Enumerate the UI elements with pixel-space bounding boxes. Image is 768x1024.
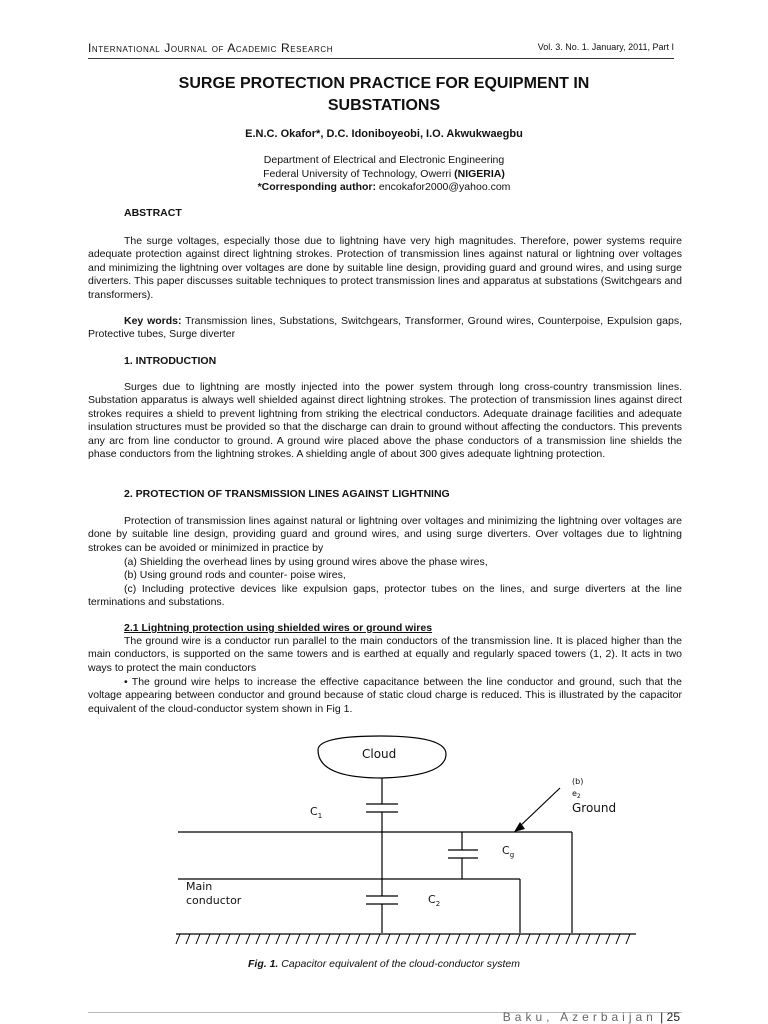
volume-info: Vol. 3. No. 1. January, 2011, Part I: [537, 42, 674, 52]
caption-text: Capacitor equivalent of the cloud-conductor system: [281, 958, 520, 970]
label-e2: $e_2$: [572, 789, 581, 800]
affiliation-univ: Federal University of Technology, Owerri: [263, 167, 452, 180]
label-conductor: conductor: [186, 894, 242, 907]
footer-separator: |: [656, 1010, 667, 1024]
label-c1: $C_1$: [310, 805, 323, 820]
keywords-text: Transmission lines, Substations, Switchgears, Transformer, Ground wires, Counterpoise, Expulsion gaps, Protective tubes, Surge diverter: [88, 315, 682, 341]
subsection-2-1-bullet: • The ground wire helps to increase the effective capacitance between the line conductor and ground, such that the voltage appearing between conductor and ground because of static cloud charge is reduced. This is illustrated by the capacitor equivalent of the cloud-conductor system shown in Fig 1.: [88, 676, 682, 715]
section2-text: Protection of transmission lines against natural or lightning over voltages and minimizing the lightning over voltages are done by suitable line design, providing guard and ground wires, and using surge diverters. Over voltages due to lightning strokes can be avoided or minimized in practice by: [88, 515, 682, 554]
abstract-heading: ABSTRACT: [124, 207, 182, 219]
section2-heading: 2. PROTECTION OF TRANSMISSION LINES AGAINST LIGHTNING: [124, 488, 450, 500]
intro-text: Surges due to lightning are mostly injected into the power system through long cross-country transmission lines. Substation apparatus is always well shielded against direct lightning strokes. The protection of transmission lines against direct strokes requires a shield to prevent lightning from striking the electrical conductors. Adequate drainage facilities and adequate insulation structures must be provided so that the discharge can drain to ground without affecting the conductors. This prevents any arc from line conductor to ground. A ground wire placed above the phase conductors of a transmission line shields the phase conductors from the lightning strokes. A shielding angle of about 300 gives adequate lightning protection.: [88, 381, 682, 461]
affiliation: [100, 154, 668, 195]
abstract-text: The surge voltages, especially those due to lightning have very high magnitudes. Therefore, power systems require adequate protection against direct lightning strokes. Protection of transmission lines against natural or lightning over voltages and minimizing the lightning over voltages are done by suitable line design, providing guard and ground wires, and using surge diverters. This paper discusses suitable techniques to protect transmission lines and apparatus at substations (Switchgears and transformers).: [88, 235, 682, 301]
intro-heading: 1. INTRODUCTION: [124, 355, 217, 367]
page-footer: [503, 1010, 680, 1024]
corresponding-email: encokafor2000@yahoo.com: [378, 181, 511, 193]
authors: E.N.C. Okafor*, D.C. Idoniboyeobi, I.O. Akwukwaegbu: [245, 128, 523, 140]
caption-label: Fig. 1.: [248, 958, 279, 970]
page-number: 25: [666, 1010, 680, 1024]
subsection-2-1-heading: 2.1 Lightning protection using shielded wires or ground wires: [124, 622, 433, 634]
arrow-shaft: [518, 788, 560, 828]
figure-1-diagram: [0, 728, 768, 978]
affiliation-univ-line: [100, 168, 668, 182]
keywords-label: Key words:: [124, 315, 182, 327]
keywords: [88, 315, 682, 342]
running-header: [88, 40, 674, 59]
section2-item-a: (a) Shielding the overhead lines by using ground wires above the phase wires,: [124, 556, 488, 568]
affiliation-country: (NIGERIA): [454, 167, 505, 180]
label-main: Main: [186, 880, 213, 893]
section2-item-b: (b) Using ground rods and counter- poise wires,: [124, 569, 346, 581]
footer-place: Baku, Azerbaijan: [502, 1010, 657, 1024]
subsection-2-1-text: The ground wire is a conductor run parallel to the main conductors of the transmission line. It is placed higher than the main conductors, is supported on the same towers and is earthed at equally and regularly spaced towers (1, 2). It acts in two ways to protect the main conductors: [88, 635, 682, 674]
label-cg: $C_g$: [502, 844, 515, 859]
journal-name: International Journal of Academic Research: [88, 41, 334, 55]
title-line-1: SURGE PROTECTION PRACTICE FOR EQUIPMENT IN: [178, 75, 590, 92]
label-cloud: Cloud: [362, 747, 397, 761]
title-line-2: SUBSTATIONS: [327, 97, 441, 114]
figure-caption: [100, 958, 668, 970]
earth-hatching: [176, 934, 630, 944]
corresponding-line: [100, 181, 668, 195]
label-ground: Ground: [572, 801, 617, 815]
label-b: (b): [572, 777, 584, 786]
affiliation-dept: Department of Electrical and Electronic Engineering: [263, 154, 505, 166]
label-c2: $C_2$: [428, 893, 441, 908]
section2-item-c: (c) Including protective devices like expulsion gaps, protector tubes on the lines, and surge diverters at the line terminations and substations.: [88, 583, 682, 609]
paper-title: [100, 73, 668, 117]
corresponding-label: *Corresponding author:: [257, 181, 376, 193]
